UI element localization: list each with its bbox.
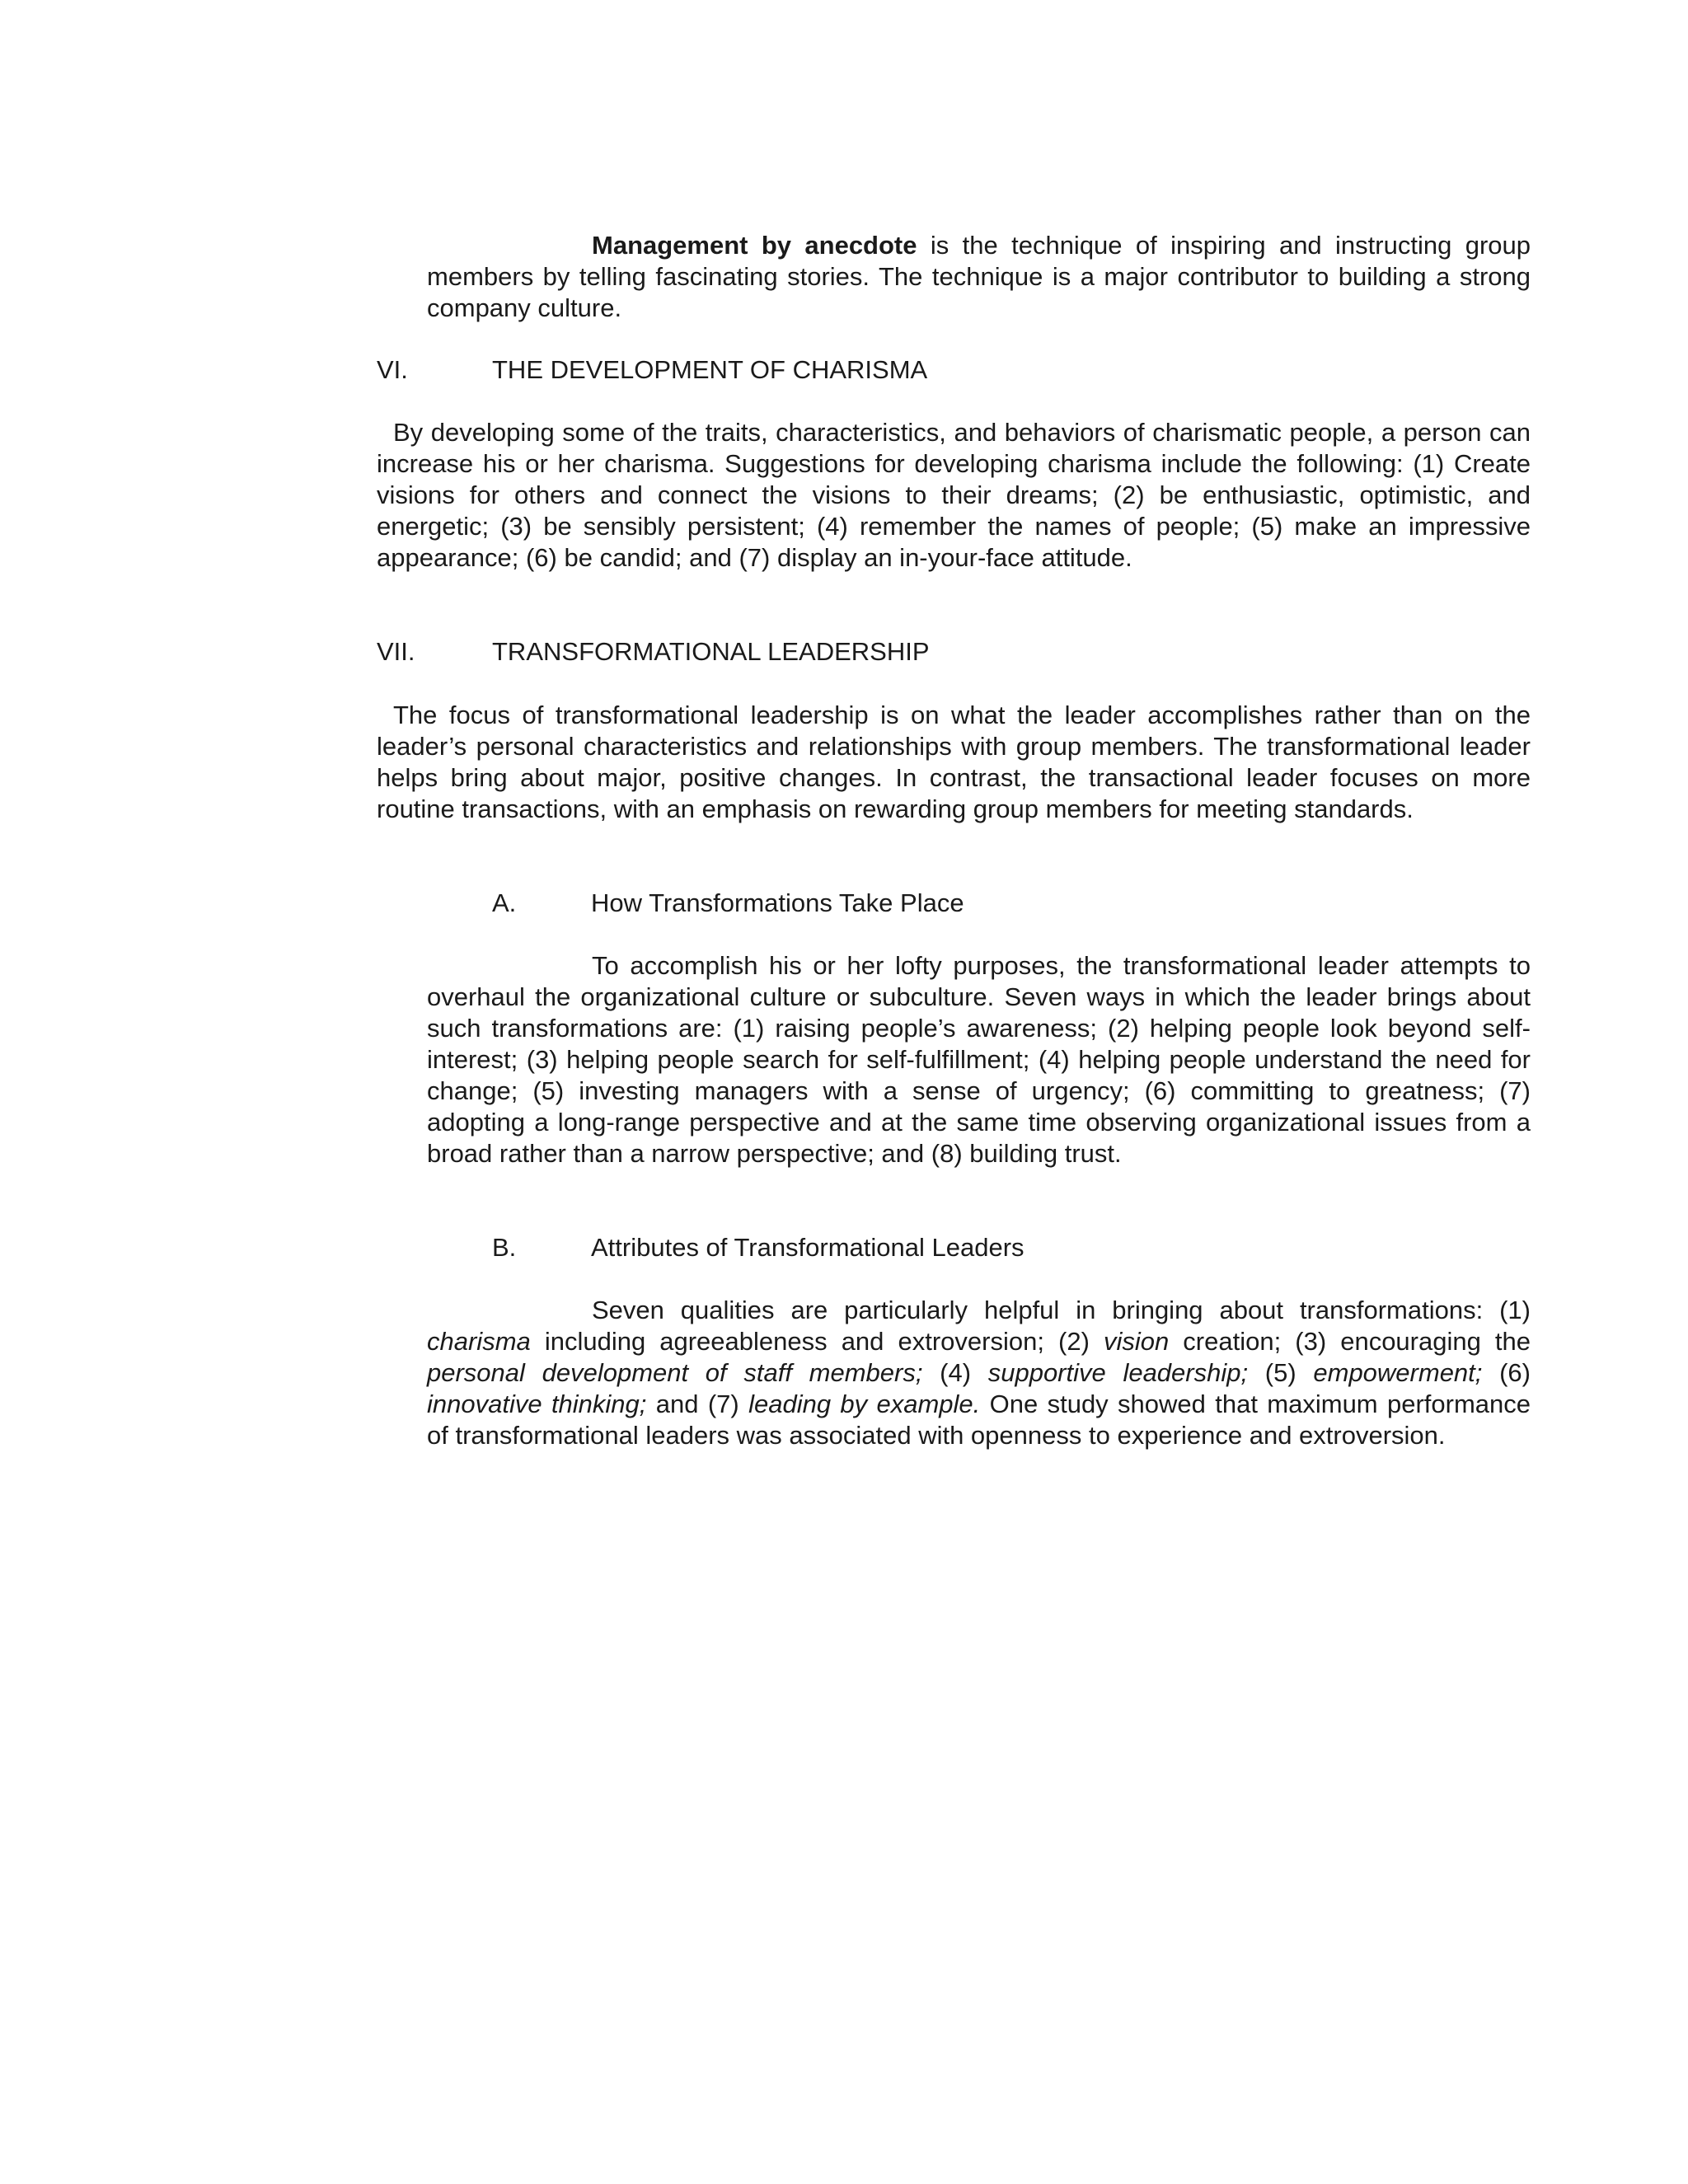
- section-vi-paragraph: By developing some of the traits, characteristics, and behaviors of charismatic people, a person can increase his or her charisma. Suggestions for developing charisma include the following: (1) Create visions for others and connect the visions to their dreams; (2) be enthusiastic, optimistic, and energetic; (3) be sensibly persistent; (4) remember the names of people; (5) make an impressive appearance; (6) be candid; and (7) display an in-your-face attitude.: [377, 418, 1531, 572]
- paragraph-text: including agreeableness and extroversion; (2): [530, 1327, 1104, 1356]
- emphasis-supportive-leadership: supportive leadership;: [987, 1358, 1249, 1387]
- subsection-b-title: Attributes of Transformational Leaders: [591, 1233, 1025, 1262]
- section-vi-title: THE DEVELOPMENT OF CHARISMA: [492, 355, 928, 384]
- emphasis-personal-development: personal development of staff members;: [427, 1358, 923, 1387]
- emphasis-empowerment: empowerment;: [1313, 1358, 1483, 1387]
- emphasis-innovative-thinking: innovative thinking;: [427, 1390, 647, 1418]
- paragraph-text: One study showed that maximum performance of transformational leaders was associated with openness to experience and extroversion.: [427, 1390, 1531, 1450]
- section-vi-number: VI.: [377, 355, 408, 384]
- paragraph-text: creation; (3) encouraging the: [1169, 1327, 1531, 1356]
- emphasis-vision: vision: [1103, 1327, 1170, 1356]
- intro-text: is the technique of inspiring and instructing group members by telling fascinating stories. The technique is a major contributor to building a strong company culture.: [427, 231, 1531, 322]
- subsection-a-paragraph: To accomplish his or her lofty purposes, the transformational leader attempts to overhaul the organizational culture or subculture. Seven ways in which the leader brings about such transformations are: (1) raising people’s awareness; (2) helping people look beyond self-interest; (3) helping people search for self-fulfillment; (4) helping people understand the need for change; (5) investing managers with a sense of urgency; (6) committing to greatness; (7) adopting a long-range perspective and at the same time observing organizational issues from a broad rather than a narrow perspective; and (8) building trust.: [427, 951, 1531, 1168]
- paragraph-text: (5): [1248, 1358, 1314, 1387]
- subsection-b-letter: B.: [492, 1233, 517, 1262]
- paragraph-text: Seven qualities are particularly helpful in bringing about transformations: (1): [592, 1296, 1531, 1324]
- section-vii-number: VII.: [377, 637, 415, 666]
- emphasis-leading-by-example: leading by example.: [748, 1390, 981, 1418]
- subsection-a-letter: A.: [492, 888, 517, 917]
- subsection-a-title: How Transformations Take Place: [591, 888, 964, 917]
- subsection-b-paragraph: [427, 1295, 1531, 1451]
- section-vii-title: TRANSFORMATIONAL LEADERSHIP: [492, 637, 930, 666]
- intro-term: Management by anecdote: [592, 231, 917, 260]
- paragraph-text: (4): [922, 1358, 988, 1387]
- paragraph-text: (6): [1482, 1358, 1531, 1387]
- intro-paragraph: [427, 230, 1531, 324]
- paragraph-text: and (7): [646, 1390, 749, 1418]
- emphasis-charisma: charisma: [427, 1327, 531, 1356]
- section-vii-paragraph: The focus of transformational leadership is on what the leader accomplishes rather than on the leader’s personal characteristics and relationships with group members. The transformational leader helps bring about major, positive changes. In contrast, the transactional leader focuses on more routine transactions, with an emphasis on rewarding group members for meeting standards.: [377, 701, 1531, 823]
